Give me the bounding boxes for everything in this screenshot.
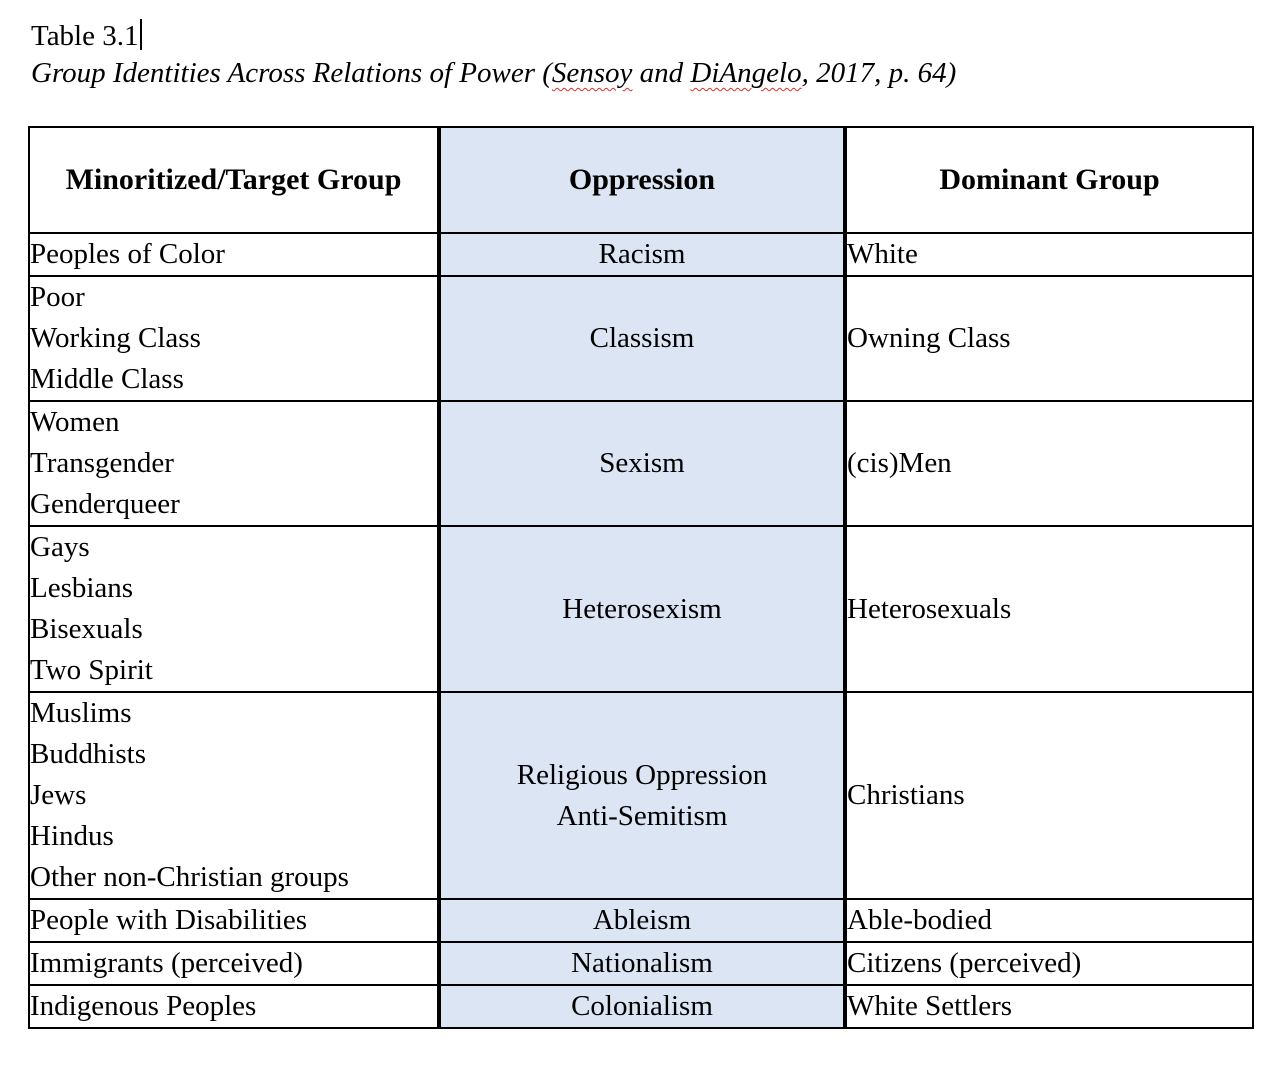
oppression-cell <box>439 692 845 899</box>
oppression-item: Ableism <box>592 904 692 936</box>
dominant-item: Heterosexuals <box>847 592 1012 625</box>
minoritized-cell <box>29 985 439 1028</box>
minoritized-item: Genderqueer <box>30 488 180 520</box>
table-row <box>29 692 1253 899</box>
header-minoritized: Minoritized/Target Group <box>29 127 439 233</box>
minoritized-item: Peoples of Color <box>30 238 225 270</box>
dominant-cell <box>845 942 1253 985</box>
dominant-cell <box>845 233 1253 276</box>
table-title <box>31 55 956 92</box>
header-dominant: Dominant Group <box>845 127 1253 233</box>
minoritized-item: Poor <box>30 281 85 313</box>
oppression-cell <box>439 985 845 1028</box>
minoritized-item: Women <box>30 406 120 438</box>
oppression-cell <box>439 276 845 401</box>
table-row <box>29 526 1253 692</box>
dominant-item: (cis)Men <box>847 447 952 479</box>
minoritized-cell <box>29 401 439 526</box>
oppression-item: Racism <box>598 238 686 270</box>
spellcheck-word-sensoy[interactable]: Sensoy <box>551 57 633 89</box>
dominant-item: Able-bodied <box>847 904 992 936</box>
minoritized-item: Gays <box>30 531 90 563</box>
minoritized-cell <box>29 942 439 985</box>
minoritized-item: Muslims <box>30 697 132 729</box>
minoritized-item: Buddhists <box>30 738 147 770</box>
minoritized-item: Other non-Christian groups <box>30 861 349 893</box>
header-row <box>29 127 1253 233</box>
minoritized-cell <box>29 899 439 942</box>
dominant-item: White Settlers <box>847 990 1013 1022</box>
table-row <box>29 401 1253 526</box>
power-relations-table <box>28 126 1254 1029</box>
minoritized-item: Bisexuals <box>30 613 143 645</box>
minoritized-item: Lesbians <box>30 572 134 604</box>
table-row <box>29 899 1253 942</box>
table-row <box>29 233 1253 276</box>
dominant-cell <box>845 692 1253 899</box>
minoritized-cell <box>29 233 439 276</box>
minoritized-item: Middle Class <box>30 363 184 395</box>
minoritized-item: Jews <box>30 779 87 811</box>
text-cursor <box>140 19 142 50</box>
oppression-item: Sexism <box>599 447 685 479</box>
dominant-cell <box>845 985 1253 1028</box>
title-and: and <box>632 57 691 89</box>
minoritized-item: Two Spirit <box>30 654 153 686</box>
oppression-item: Classism <box>589 322 695 354</box>
table-row <box>29 276 1253 401</box>
minoritized-item: Hindus <box>30 820 114 852</box>
table-row <box>29 985 1253 1028</box>
spellcheck-word-diangelo[interactable]: DiAngelo <box>690 57 802 89</box>
oppression-item: Nationalism <box>571 947 713 979</box>
dominant-cell <box>845 276 1253 401</box>
minoritized-item: Indigenous Peoples <box>30 990 257 1022</box>
oppression-cell <box>439 942 845 985</box>
minoritized-item: Working Class <box>30 322 201 354</box>
table-number[interactable] <box>31 18 956 55</box>
oppression-cell <box>439 401 845 526</box>
dominant-cell <box>845 526 1253 692</box>
table-number-text: Table 3.1 <box>31 20 139 52</box>
oppression-cell <box>439 526 845 692</box>
dominant-item: Owning Class <box>847 322 1011 354</box>
oppression-item: Religious Oppression <box>516 758 768 791</box>
minoritized-cell <box>29 692 439 899</box>
oppression-item: Colonialism <box>571 990 713 1022</box>
dominant-item: White <box>847 238 918 270</box>
table-caption <box>31 18 956 92</box>
minoritized-cell <box>29 276 439 401</box>
oppression-item: Anti-Semitism <box>556 799 728 832</box>
oppression-item: Heterosexism <box>562 592 722 625</box>
header-oppression: Oppression <box>439 127 845 233</box>
title-prefix: Group Identities Across Relations of Power ( <box>31 57 552 89</box>
dominant-cell <box>845 899 1253 942</box>
minoritized-item: People with Disabilities <box>30 904 308 936</box>
minoritized-item: Transgender <box>30 447 174 479</box>
minoritized-cell <box>29 526 439 692</box>
dominant-item: Citizens (perceived) <box>847 947 1082 979</box>
oppression-cell <box>439 233 845 276</box>
minoritized-item: Immigrants (perceived) <box>30 947 303 979</box>
title-suffix: , 2017, p. 64) <box>801 57 957 89</box>
dominant-item: Christians <box>847 779 965 811</box>
table-row <box>29 942 1253 985</box>
dominant-cell <box>845 401 1253 526</box>
oppression-cell <box>439 899 845 942</box>
